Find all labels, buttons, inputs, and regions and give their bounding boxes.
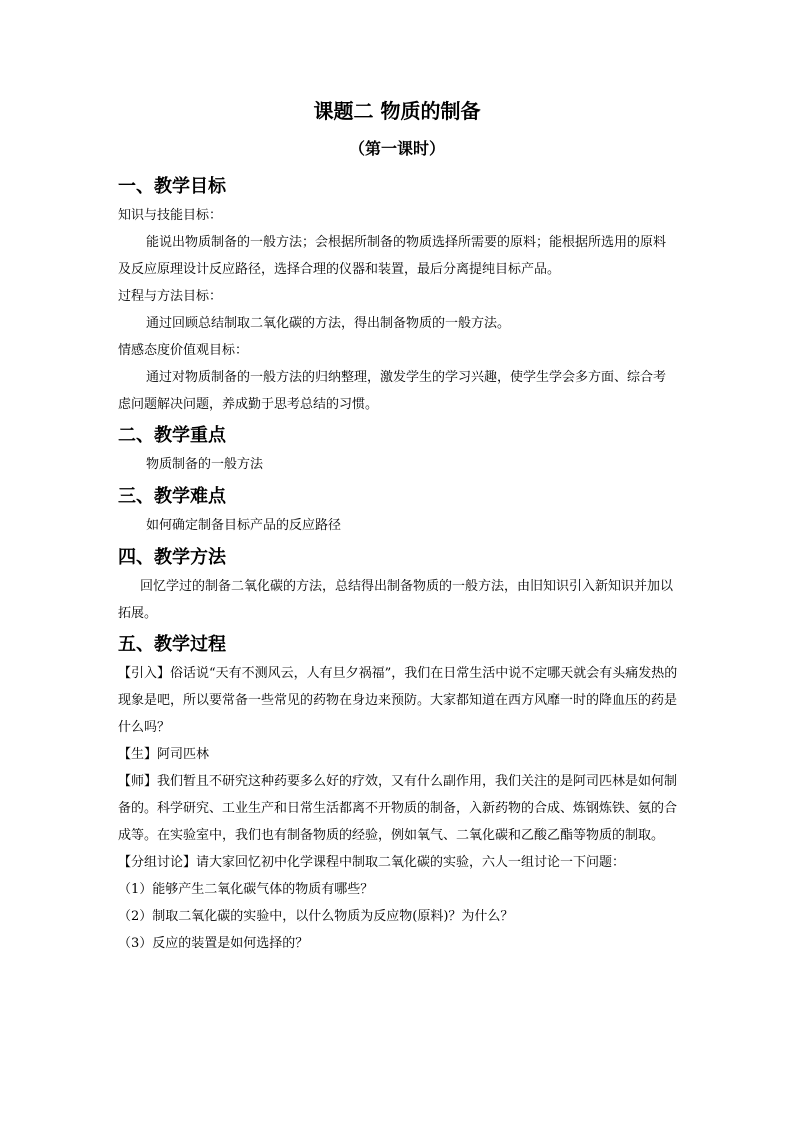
question-item: （2）制取二氧化碳的实验中，以什么物质为反应物(原料)？为什么？ bbox=[118, 909, 514, 924]
document-body bbox=[118, 172, 678, 957]
teacher-paragraph bbox=[118, 768, 678, 849]
section-heading-difficulties: 三、教学难点 bbox=[118, 486, 226, 507]
student-text: 阿司匹林 bbox=[157, 747, 210, 762]
page-subtitle: （第一课时） bbox=[348, 139, 445, 158]
section-heading-methods: 四、教学方法 bbox=[118, 547, 226, 568]
intro-tag: 【引入】 bbox=[118, 666, 171, 681]
question-item: （1）能够产生二氧化碳气体的物质有哪些？ bbox=[118, 882, 374, 897]
group-paragraph bbox=[118, 849, 678, 876]
group-text: 请大家回忆初中化学课程中制取二氧化碳的实验，六人一组讨论一下问题： bbox=[196, 855, 626, 870]
knowledge-label: 知识与技能目标： bbox=[118, 208, 223, 223]
teacher-text: 我们暂且不研究这种药要多么好的疗效，又有什么副作用，我们关注的是阿司匹林是如何制备的。科学研究、工业生产和日常生活都离不开物质的制备，入新药物的合成、炼钢炼铁、氨的合成等。在实验室中，我们也有制备物质的经验，例如氧气、二氧化碳和乙酸乙酯等物质的制取。 bbox=[118, 774, 678, 843]
process-text: 通过回顾总结制取二氧化碳的方法，得出制备物质的一般方法。 bbox=[146, 316, 511, 331]
difficulties-text: 如何确定制备目标产品的反应路径 bbox=[146, 518, 342, 533]
knowledge-text: 能说出物质制备的一般方法；会根据所制备的物质选择所需要的原料；能根据所选用的原料及反应原理设计反应路径，选择合理的仪器和装置，最后分离提纯目标产品。 bbox=[118, 235, 667, 277]
section-heading-objectives: 一、教学目标 bbox=[118, 176, 226, 197]
emotion-label: 情感态度价值观目标： bbox=[118, 343, 249, 358]
section-heading-process: 五、教学过程 bbox=[118, 634, 226, 655]
section-heading-key-points: 二、教学重点 bbox=[118, 425, 226, 446]
process-label: 过程与方法目标： bbox=[118, 289, 223, 304]
group-tag: 【分组讨论】 bbox=[118, 855, 197, 870]
teacher-tag: 【师】 bbox=[118, 774, 158, 789]
question-item: （3）反应的装置是如何选择的？ bbox=[118, 936, 309, 951]
methods-text: 回忆学过的制备二氧化碳的方法，总结得出制备物质的一般方法，由旧知识引入新知识并加以拓展。 bbox=[118, 579, 674, 621]
intro-text: 俗话说“天有不测风云，人有旦夕祸福”，我们在日常生活中说不定哪天就会有头痛发热的现象是吧，所以要常备一些常见的药物在身边来预防。大家都知道在西方风靡一时的降血压的药是什么吗？ bbox=[118, 666, 678, 735]
page-title: 课题二 物质的制备 bbox=[313, 99, 481, 123]
emotion-text: 通过对物质制备的一般方法的归纳整理，激发学生的学习兴趣，使学生学会多方面、综合考虑问题解决问题，养成勤于思考总结的习惯。 bbox=[118, 370, 667, 412]
intro-paragraph bbox=[118, 660, 678, 741]
student-tag: 【生】 bbox=[118, 747, 158, 762]
student-paragraph bbox=[118, 741, 678, 768]
key-points-text: 物质制备的一般方法 bbox=[146, 457, 264, 472]
